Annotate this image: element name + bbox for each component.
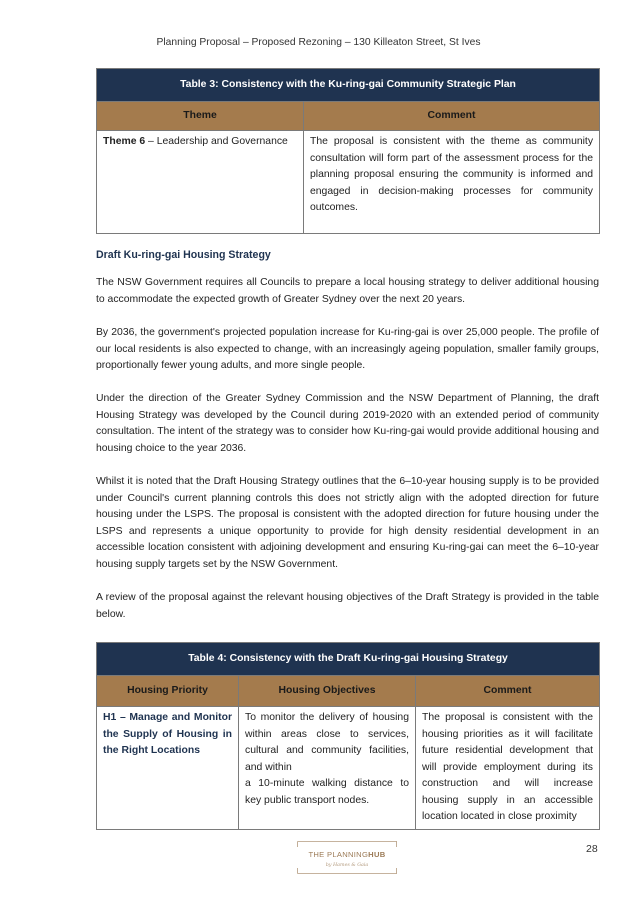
table-4-comment-cell: The proposal is consistent with the housing priorities as it will facilitate future residential development that will provide employment during its construction and will increase housing supply in an accessible location located in close proximity	[416, 707, 600, 830]
paragraph-4: Whilst it is noted that the Draft Housing Strategy outlines that the 6–10-year housing supply is to be provided under Council's current planning controls this does not strictly align with the adopted direction for future housing under the LSPS. The proposal is consistent with the adopted direction for future housing under the LSPS and represents a unique opportunity to provide for high density residential development in an accessible location consistent with adjoining development and ensuring Ku-ring-gai can meet the 6–10-year housing supply targets set by the NSW Government.	[96, 476, 599, 570]
theme-name: – Leadership and Governance	[145, 136, 288, 147]
table-3-community-strategic-plan	[96, 68, 600, 234]
logo-text-bold: HUB	[368, 850, 386, 859]
table-3-header-theme: Theme	[97, 102, 304, 131]
page-number: 28	[586, 843, 598, 855]
table-row	[97, 131, 600, 234]
table-4-housing-strategy	[96, 642, 600, 830]
table-4-priority-cell: H1 – Manage and Monitor the Supply of Housing in the Right Locations	[97, 707, 239, 830]
paragraph-3: Under the direction of the Greater Sydney Commission and the NSW Department of Planning, the draft Housing Strategy was developed by the Council during 2019-2020 with an extended period of community consultation. The intent of the strategy was to consider how Ku-ring-gai would provide additional housing and housing choice to the year 2036.	[96, 393, 599, 454]
table-4-title: Table 4: Consistency with the Draft Ku-ring-gai Housing Strategy	[97, 643, 600, 676]
table-3-title: Table 3: Consistency with the Ku-ring-gai Community Strategic Plan	[97, 69, 600, 102]
objective-line-1: To monitor the delivery of housing within areas close to services, cultural and community facilities, and within	[245, 712, 409, 773]
logo-text	[297, 850, 397, 859]
table-3-header-comment: Comment	[304, 102, 600, 131]
paragraph-2: By 2036, the government's projected population increase for Ku-ring-gai is over 25,000 people. The profile of our local residents is also expected to change, with an increasingly ageing population, smaller family groups, proportionally fewer young adults, and more single people.	[96, 327, 599, 371]
paragraph-1: The NSW Government requires all Councils to prepare a local housing strategy to deliver additional housing to accommodate the expected growth of Greater Sydney over the next 20 years.	[96, 277, 599, 305]
logo-tagline: by Hames & Gaia	[325, 863, 369, 868]
paragraph-5: A review of the proposal against the relevant housing objectives of the Draft Strategy is provided in the table below.	[96, 592, 599, 620]
page-header: Planning Proposal – Proposed Rezoning – 130 Killeaton Street, St Ives	[156, 37, 481, 48]
table-3-comment-cell: The proposal is consistent with the theme as community consultation will form part of the assessment process for the planning proposal ensuring the community is informed and engaged in decision-making processes for community outcomes.	[304, 131, 600, 234]
table-row	[97, 707, 600, 830]
theme-label: Theme 6	[103, 136, 146, 147]
table-4-header-priority: Housing Priority	[97, 676, 239, 707]
logo-text-light: THE PLANNING	[308, 850, 369, 859]
planning-hub-logo	[297, 841, 397, 874]
table-3-theme-cell	[97, 131, 304, 234]
objective-line-2: a 10-minute walking distance to key public transport nodes.	[245, 778, 409, 806]
table-4-header-objectives: Housing Objectives	[239, 676, 416, 707]
section-heading: Draft Ku-ring-gai Housing Strategy	[96, 249, 271, 261]
table-4-objectives-cell	[239, 707, 416, 830]
table-4-header-comment: Comment	[416, 676, 600, 707]
